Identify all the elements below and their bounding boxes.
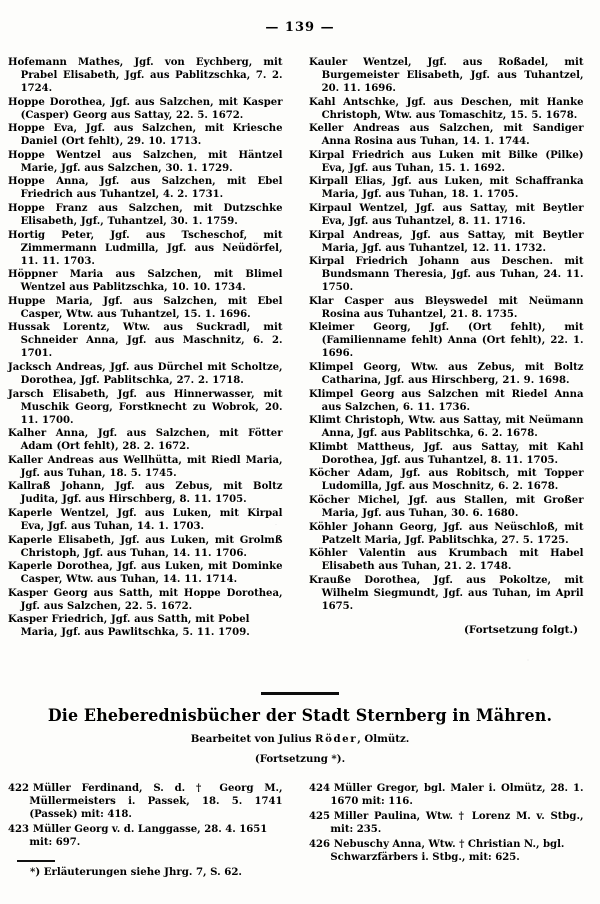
register-entry: Keller Andreas aus Salzchen, mit Sandiger Anna Rosina aus Tuhan, 14. 1. 1744.: [309, 122, 584, 148]
register-entry: Kallraß Johann, Jgf. aus Zebus, mit Boltz Judita, Jgf. aus Hirschberg, 8. 11. 1705.: [8, 480, 283, 506]
register-entry: Klimt Christoph, Wtw. aus Sattay, mit Neümann Anna, Jgf. aus Pablitschka, 6. 2. 1678.: [309, 414, 584, 440]
register-entry: Kauler Wentzel, Jgf. aus Roßadel, mit Burgemeister Elisabeth, Jgf. aus Tuhantzel, 20. 11. 1696.: [309, 56, 584, 94]
register-entry: Kaperle Dorothea, Jgf. aus Luken, mit Dominke Casper, Wtw. aus Tuhan, 14. 11. 1714.: [8, 560, 283, 586]
register-entry: Kirpal Andreas, Jgf. aus Sattay, mit Beytler Maria, Jgf. aus Tuhantzel, 12. 11. 1732.: [309, 228, 584, 254]
register-entry: Klimpel Georg, Wtw. aus Zebus, mit Boltz Catharina, Jgf. aus Hirschberg, 21. 9. 1698.: [309, 360, 584, 386]
register-entry: Krauße Dorothea, Jgf. aus Pokoltze, mit Wilhelm Siegmundt, Jgf. aus Tuhan, im April 1675.: [309, 573, 584, 612]
entry-text: Nebuschy Anna, Wtw. † Christian N., bgl. Schwarzfärbers i. Stbg., mit: 625.: [330, 837, 565, 864]
register-entry: Kasper Georg aus Satth, mit Hoppe Dorothea, Jgf. aus Salzchen, 22. 5. 1672.: [8, 586, 283, 612]
register-entry: Kirpal Friedrich aus Luken mit Bilke (Pilke) Eva, Jgf. aus Tuhan, 15. 1. 1692.: [309, 148, 584, 174]
register-entry: Hussak Lorentz, Wtw. aus Suckradl, mit Schneider Anna, Jgf. aus Maschnitz, 6. 2. 1701.: [8, 321, 283, 360]
entry-text: Müller Georg v. d. Langgasse, 28. 4. 1651 mit: 697.: [29, 823, 268, 849]
register-entry: Hortig Peter, Jgf. aus Tscheschof, mit Zimmermann Ludmilla, Jgf. aus Neüdörfel, 11. 11. 1703.: [8, 228, 283, 267]
register-entry: Klimbt Mattheus, Jgf. aus Sattay, mit Kahl Dorothea, Jgf. aus Tuhantzel, 8. 11. 1705.: [309, 440, 584, 466]
footnote-text: *) Erläuterungen siehe Jhrg. 7, S. 62.: [30, 866, 242, 878]
register-entry: Hoppe Eva, Jgf. aus Salzchen, mit Kriesche Daniel (Ort fehlt), 29. 10. 1713.: [8, 122, 283, 148]
continuation-note: (Fortsetzung folgt.): [463, 623, 578, 636]
numbered-entries-right-column: [309, 782, 592, 866]
numbered-entry: [309, 810, 584, 836]
entry-text: Miller Paulina, Wtw. † Lorenz M. v. Stbg., mit: 235.: [330, 809, 584, 836]
numbered-entries-columns: [8, 782, 592, 866]
section-divider-rule: [261, 692, 339, 695]
entry-number: 425: [309, 809, 331, 822]
register-entry: Jarsch Elisabeth, Jgf. aus Hinnerwasser, mit Muschik Georg, Forstknecht zu Wobrok, 20. 11. 1700.: [8, 387, 283, 426]
register-entry: Kaperle Wentzel, Jgf. aus Luken, mit Kirpal Eva, Jgf. aus Tuhan, 14. 1. 1703.: [8, 506, 283, 532]
entry-number: 422: [8, 782, 30, 794]
numbered-entry: [8, 782, 283, 822]
register-entry: Klar Casper aus Bleyswedel mit Neümann Rosina aus Tuhantzel, 21. 8. 1735.: [309, 294, 584, 320]
page-number: — 139 —: [265, 20, 335, 35]
register-entry: Köhler Valentin aus Krumbach mit Habel Elisabeth aus Tuhan, 21. 2. 1748.: [309, 547, 584, 573]
byline-suffix: , Olmütz.: [357, 733, 410, 745]
article-title: Die Eheberednisbücher der Stadt Sternberg in Mähren.: [47, 706, 553, 725]
marriage-register-columns: [8, 56, 592, 646]
numbered-entry: [309, 838, 584, 864]
register-entry: Kirpall Elias, Jgf. aus Luken, mit Schaffranka Maria, Jgf. aus Tuhan, 18. 1. 1705.: [309, 175, 584, 201]
register-entry: Kaller Andreas aus Wellhütta, mit Riedl Maria, Jgf. aus Tuhan, 18. 5. 1745.: [8, 453, 283, 479]
register-entry: Hofemann Mathes, Jgf. von Eychberg, mit Prabel Elisabeth, Jgf. aus Pablitzschka, 7. 2. 1724.: [8, 56, 283, 94]
entry-text: Müller Ferdinand, S. d. † Georg M., Müllermeisters i. Passek, 18. 5. 1741 (Passek) mit: 418.: [29, 782, 283, 821]
register-entry: Klimpel Georg aus Salzchen mit Riedel Anna aus Salzchen, 6. 11. 1736.: [309, 387, 584, 413]
register-entry: Kahl Antschke, Jgf. aus Deschen, mit Hanke Christoph, Wtw. aus Tomaschitz, 15. 5. 1678.: [309, 95, 584, 121]
numbered-entry: [309, 782, 584, 808]
register-entry: Huppe Maria, Jgf. aus Salzchen, mit Ebel Casper, Wtw. aus Tuhantzel, 15. 1. 1696.: [8, 294, 283, 320]
byline-author: Röder: [315, 733, 358, 745]
article-byline: [0, 733, 600, 745]
article-continuation-note: (Fortsetzung *).: [254, 753, 346, 765]
register-entry: Kleimer Georg, Jgf. (Ort fehlt), mit (Familienname fehlt) Anna (Ort fehlt), 22. 1. 1696.: [309, 321, 584, 360]
register-entry: Köhler Johann Georg, Jgf. aus Neüschloß, mit Patzelt Maria, Jgf. Pablitschka, 27. 5. 1725.: [309, 520, 584, 546]
byline-prefix: Bearbeitet von Julius: [190, 733, 312, 745]
register-entry: Kirpaul Wentzel, Jgf. aus Sattay, mit Beytler Eva, Jgf. aus Tuhantzel, 8. 11. 1716.: [309, 201, 584, 227]
numbered-entry: [8, 823, 283, 849]
footnote-divider-rule: [17, 860, 55, 862]
entry-number: 424: [309, 782, 331, 794]
register-entry: Kalher Anna, Jgf. aus Salzchen, mit Fötter Adam (Ort fehlt), 28. 2. 1672.: [8, 427, 283, 453]
marriage-register-left-column: [8, 56, 291, 646]
register-entry: Kaperle Elisabeth, Jgf. aus Luken, mit Grolmß Christoph, Jgf. aus Tuhan, 14. 11. 1706.: [8, 533, 283, 559]
entry-text: Müller Gregor, bgl. Maler i. Olmütz, 28. 1. 1670 mit: 116.: [330, 782, 584, 808]
register-entry: Köcher Michel, Jgf. aus Stallen, mit Großer Maria, Jgf. aus Tuhan, 30. 6. 1680.: [309, 493, 584, 519]
register-entry: Hoppe Dorothea, Jgf. aus Salzchen, mit Kasper (Casper) Georg aus Sattay, 22. 5. 1672.: [8, 95, 283, 121]
entry-number: 423: [8, 823, 30, 836]
register-entry: Kasper Friedrich, Jgf. aus Satth, mit Pobel Maria, Jgf. aus Pawlitschka, 5. 11. 1709.: [8, 613, 250, 639]
register-entry: Hoppe Wentzel aus Salzchen, mit Häntzel Marie, Jgf. aus Salzchen, 30. 1. 1729.: [8, 148, 283, 174]
article-header: [0, 706, 600, 765]
register-entry: Köcher Adam, Jgf. aus Robitsch, mit Topper Ludomilla, Jgf. aus Moschnitz, 6. 2. 1678.: [309, 467, 584, 493]
register-entry: Hoppe Anna, Jgf. aus Salzchen, mit Ebel Friedrich aus Tuhantzel, 4. 2. 1731.: [8, 175, 283, 201]
numbered-entries-left-column: [8, 782, 291, 866]
register-entry: Hoppe Franz aus Salzchen, mit Dutzschke Elisabeth, Jgf., Tuhantzel, 30. 1. 1759.: [8, 201, 283, 227]
register-entry: Kirpal Friedrich Johann aus Deschen. mit Bundsmann Theresia, Jgf. aus Tuhan, 24. 11. 1750.: [309, 255, 584, 294]
register-entry: Jacksch Andreas, Jgf. aus Dürchel mit Scholtze, Dorothea, Jgf. Pablitschka, 27. 2. 1718.: [8, 360, 283, 386]
register-entry: Höppner Maria aus Salzchen, mit Blimel Wentzel aus Pablitzschka, 10. 10. 1734.: [8, 268, 283, 294]
marriage-register-right-column: [309, 56, 592, 646]
entry-number: 426: [309, 837, 331, 850]
